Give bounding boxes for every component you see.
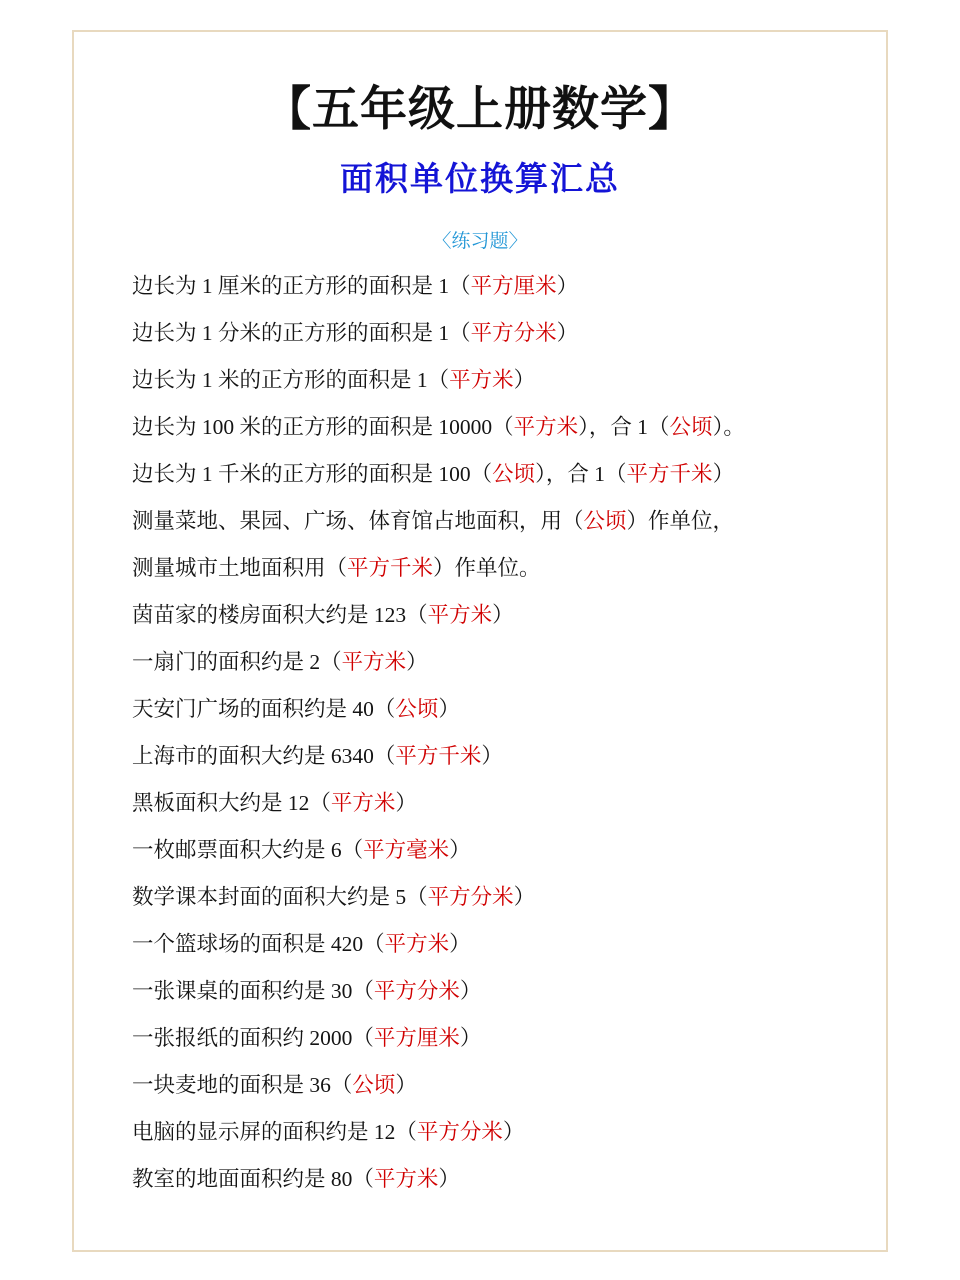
exercise-line <box>132 404 862 451</box>
exercise-line <box>132 686 862 733</box>
answer-unit: 平方米 <box>427 603 493 627</box>
line-text: ） <box>395 1073 417 1097</box>
exercise-line <box>132 1015 862 1062</box>
answer-unit: 平方分米 <box>416 1120 503 1144</box>
line-text: ） <box>712 462 735 486</box>
exercise-line <box>132 921 862 968</box>
line-text: ） <box>502 1120 525 1144</box>
answer-unit: 平方米 <box>449 368 514 392</box>
exercise-line <box>132 545 862 592</box>
line-text: ） <box>513 885 536 909</box>
line-text: ）作单位， <box>626 509 735 533</box>
line-text: 边长为 100 米的正方形的面积是 10000（ <box>132 415 514 439</box>
line-text: 一块麦地的面积是 36（ <box>132 1073 353 1097</box>
answer-unit: 平方千米 <box>626 462 713 486</box>
exercise-line <box>132 498 862 545</box>
line-text: ） <box>395 791 417 815</box>
answer-unit: 公顷 <box>669 415 713 439</box>
exercise-line <box>132 451 862 498</box>
line-text: ） <box>492 603 514 627</box>
exercise-line <box>132 827 862 874</box>
answer-unit: 公顷 <box>395 697 439 721</box>
page-content <box>38 72 922 1203</box>
page-title: 【五年级上册数学】 <box>264 82 696 137</box>
exercise-line <box>132 1109 862 1156</box>
line-text: 一个篮球场的面积是 420（ <box>132 932 385 956</box>
line-text: ） <box>438 1167 460 1191</box>
exercise-line <box>132 780 862 827</box>
answer-unit: 平方分米 <box>427 885 514 909</box>
line-text: ） <box>459 1026 482 1050</box>
answer-unit: 平方分米 <box>470 321 557 345</box>
line-text: ），合 1（ <box>578 415 670 439</box>
exercise-line <box>132 639 862 686</box>
answer-unit: 平方厘米 <box>470 274 557 298</box>
exercise-line <box>132 968 862 1015</box>
answer-unit: 平方米 <box>330 791 396 815</box>
answer-unit: 平方米 <box>513 415 579 439</box>
line-text: 边长为 1 千米的正方形的面积是 100（ <box>132 462 493 486</box>
exercise-line <box>132 1156 862 1203</box>
line-text: 边长为 1 厘米的正方形的面积是 1（ <box>132 274 471 298</box>
line-text: 测量城市土地面积用（ <box>132 556 348 580</box>
answer-unit: 平方分米 <box>373 979 460 1003</box>
exercise-line <box>132 357 862 404</box>
line-text: ） <box>459 979 482 1003</box>
answer-unit: 公顷 <box>492 462 536 486</box>
answer-unit: 平方米 <box>341 650 407 674</box>
line-text: ） <box>406 650 428 674</box>
line-text: 茵苗家的楼房面积大约是 123（ <box>132 603 428 627</box>
exercise-line <box>132 874 862 921</box>
answer-unit: 平方毫米 <box>363 838 450 862</box>
exercise-line <box>132 310 862 357</box>
exercise-list <box>98 263 862 1203</box>
exercise-line <box>132 733 862 780</box>
answer-unit: 平方千米 <box>347 556 434 580</box>
line-text: ）作单位。 <box>433 556 541 580</box>
page-subtitle: 面积单位换算汇总 <box>340 159 620 198</box>
line-text: 上海市的面积大约是 6340（ <box>132 744 396 768</box>
line-text: ） <box>481 744 503 768</box>
answer-unit: 平方米 <box>384 932 450 956</box>
exercise-line <box>132 1062 862 1109</box>
answer-unit: 公顷 <box>583 509 627 533</box>
line-text: ） <box>449 932 471 956</box>
line-text: 天安门广场的面积约是 40（ <box>132 697 396 721</box>
exercise-line <box>132 263 862 310</box>
line-text: 黑板面积大约是 12（ <box>132 791 331 815</box>
line-text: 一枚邮票面积大约是 6（ <box>132 838 364 862</box>
line-text: ） <box>438 697 460 721</box>
line-text: 电脑的显示屏的面积约是 12（ <box>132 1120 417 1144</box>
line-text: 数学课本封面的面积大约是 5（ <box>132 885 428 909</box>
line-text: ），合 1（ <box>535 462 627 486</box>
line-text: 一张课桌的面积约是 30（ <box>132 979 374 1003</box>
line-text: 一扇门的面积约是 2（ <box>132 650 342 674</box>
line-text: 教室的地面面积约是 80（ <box>132 1167 374 1191</box>
answer-unit: 平方米 <box>373 1167 439 1191</box>
line-text: ）。 <box>712 415 745 439</box>
line-text: 边长为 1 米的正方形的面积是 1（ <box>132 368 450 392</box>
section-label: 〈练习题〉 <box>432 231 528 252</box>
line-text: 边长为 1 分米的正方形的面积是 1（ <box>132 321 471 345</box>
line-text: 一张报纸的面积约 2000（ <box>132 1026 374 1050</box>
line-text: 测量菜地、果园、广场、体育馆占地面积，用（ <box>132 509 584 533</box>
line-text: ） <box>556 321 579 345</box>
answer-unit: 平方厘米 <box>373 1026 460 1050</box>
line-text: ） <box>556 274 579 298</box>
line-text: ） <box>449 838 471 862</box>
line-text: ） <box>513 368 536 392</box>
exercise-line <box>132 592 862 639</box>
answer-unit: 平方千米 <box>395 744 482 768</box>
answer-unit: 公顷 <box>352 1073 396 1097</box>
